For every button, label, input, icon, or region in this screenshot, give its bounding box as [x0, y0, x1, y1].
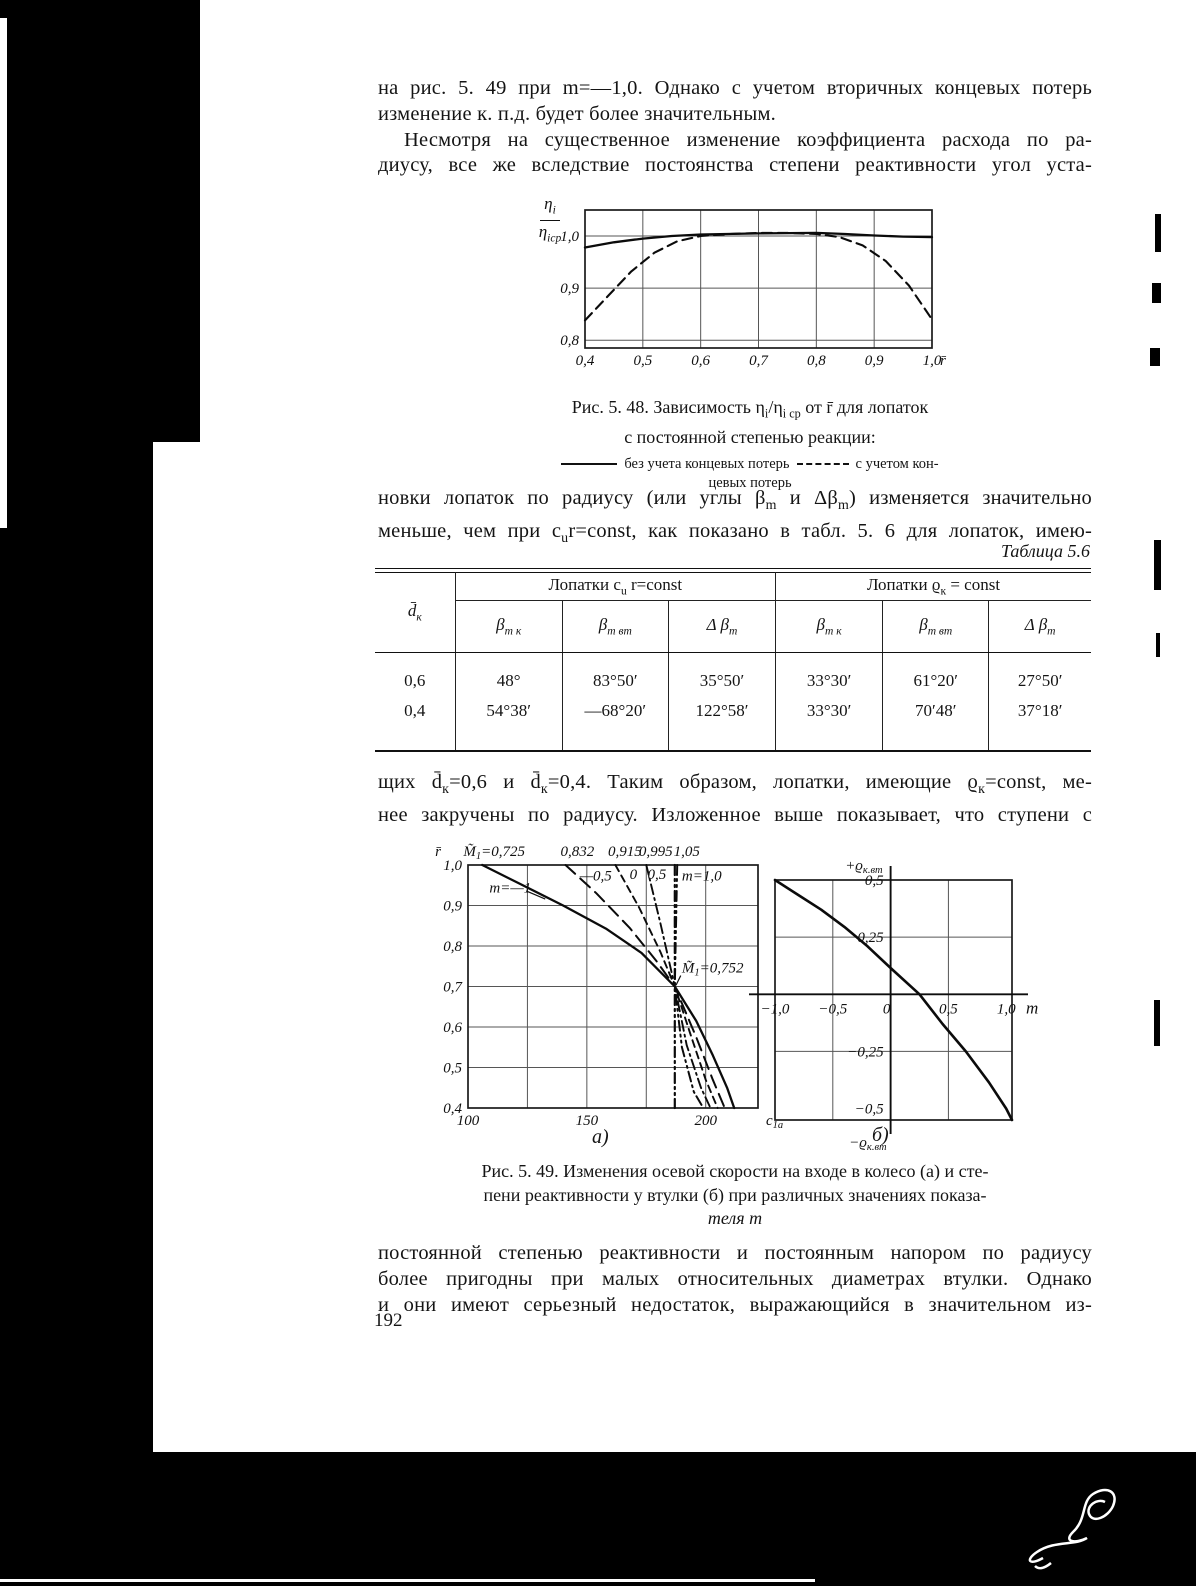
text-line: постоянной степенью реактивности и постоянным напором по радиусу: [378, 1242, 1092, 1264]
svg-text:100: 100: [456, 1113, 480, 1129]
fig549a-chart: [420, 838, 784, 1138]
table-filler-cell: [455, 724, 562, 751]
svg-text:−1,0: −1,0: [760, 1001, 790, 1018]
table-cell: 0,6: [375, 652, 455, 694]
svg-text:0,5: 0,5: [864, 873, 884, 889]
table-filler-cell: [375, 724, 455, 751]
svg-text:−ϱк.вт: $-ϱ_{к.вт}$: [849, 1135, 887, 1153]
svg-text:0,5: 0,5: [647, 867, 667, 884]
scan-mark-right-3: [1150, 348, 1160, 366]
svg-text:1,05: 1,05: [673, 844, 700, 860]
svg-text:r̄: r̄: [940, 353, 946, 369]
table-cell: 0,4: [375, 694, 455, 724]
svg-text:m=—1: m=—1: [489, 880, 532, 897]
fig548-chart: [555, 200, 950, 380]
table-cell: 83°50′: [562, 652, 668, 694]
table-group-header-cur: Лопатки $c_u$ r=const: [455, 572, 775, 600]
fig549b-chart: [745, 845, 1055, 1155]
text-line: изменение к. п.д. будет более значительным.: [378, 102, 776, 125]
svg-text:—0,5: —0,5: [579, 868, 612, 885]
table-cell: —68°20′: [562, 694, 668, 724]
legend-solid-line-sample: [561, 463, 617, 465]
table-cell: 61°20′: [883, 652, 989, 694]
svg-text:0,5: 0,5: [443, 1060, 462, 1077]
svg-text:M̃1=0,752: $M̃_1=0,752$: [681, 960, 744, 979]
table-cell: 35°50′: [668, 652, 775, 694]
table-filler-cell: [562, 724, 668, 751]
svg-text:−0,5: −0,5: [818, 1001, 848, 1018]
svg-text:m=1,0: m=1,0: [681, 868, 722, 885]
svg-text:0,995: 0,995: [638, 844, 673, 860]
svg-text:+ϱк.вт: $+ϱ_{к.вт}$: [845, 858, 883, 876]
legend-dashed-label: с учетом кон-: [855, 455, 939, 472]
svg-text:0: 0: [882, 1001, 891, 1018]
svg-text:0,8: 0,8: [443, 939, 462, 955]
table-subheader: $\beta_{m вт}$: [562, 600, 668, 652]
svg-text:200: 200: [694, 1113, 717, 1129]
legend-dashed-line-sample: [797, 463, 849, 465]
scan-mark-right-6: [1154, 1000, 1160, 1046]
text-line: нее закручены по радиусу. Изложенное выше показывает, что ступени с: [378, 803, 1092, 826]
table-filler-cell: [989, 724, 1091, 751]
svg-text:0,7: 0,7: [443, 979, 462, 996]
table-subheader: $\beta_{m вт}$: [883, 600, 989, 652]
legend-solid-label: без учета концевых потерь: [624, 455, 790, 472]
scan-mark-right-4: [1154, 540, 1161, 590]
table-cell: 37°18′: [1017, 701, 1063, 720]
table-cell: 33°30′: [776, 694, 883, 724]
fig549b-sublabel: б): [872, 1124, 889, 1146]
table-filler-cell: [668, 724, 775, 751]
scan-black-left-column: [0, 430, 153, 1460]
fig548-legend-continuation: цевых потерь: [708, 474, 792, 491]
svg-text:r̄: r̄: [435, 844, 441, 860]
fig549-caption: [455, 1160, 1015, 1231]
table-header-dk: $d̄_к$: [375, 572, 455, 652]
table-group-header-rho: Лопатки $ϱ_к$ = const: [776, 572, 1091, 600]
fig549-caption-line: теля m: [707, 1208, 763, 1228]
svg-text:0,5: 0,5: [633, 353, 653, 369]
text-line: новки лопаток по радиусу (или углы $\beta_m$ и $\Delta\beta_m$) изменяется значительно: [378, 487, 1093, 514]
svg-text:0: 0: [629, 867, 638, 884]
fig548-ylabel-denominator: $\eta_{iср}$: [538, 222, 562, 245]
svg-text:0,832: 0,832: [560, 844, 595, 860]
fig549-caption-line: пени реактивности у втулки (б) при различных значениях показа-: [483, 1184, 987, 1205]
paragraph-bottom: [378, 1241, 1092, 1318]
svg-text:0,6: 0,6: [443, 1020, 462, 1036]
table-cell: 48°: [455, 652, 562, 694]
scan-scribble: [1015, 1462, 1165, 1577]
table-cell: 54°38′: [455, 694, 562, 724]
table-cell: 122°58′: [668, 694, 775, 724]
svg-text:M̃1=0,725: $M̃_1=0,725$: [463, 844, 525, 862]
fig548-caption-line: Рис. 5. 48. Зависимость $\eta_i/\eta_{i ср}$ от r̄ для лопаток: [571, 397, 929, 421]
fig549a-sublabel: а): [592, 1126, 609, 1148]
table-cell: 33°30′: [776, 652, 883, 694]
scan-white-sliver: [0, 18, 7, 528]
table-cell: 27°50′: [1017, 671, 1063, 690]
fig549-caption-line: Рис. 5. 49. Изменения осевой скорости на входе в колесо (а) и сте-: [481, 1161, 989, 1181]
text-line: и они имеют серьезный недостаток, выражающийся в значительном из-: [378, 1293, 1092, 1316]
svg-text:0,25: 0,25: [857, 930, 884, 947]
paragraph-top: [378, 76, 1092, 179]
table-subheader: $\beta_{m к}$: [776, 600, 883, 652]
svg-text:0,4: 0,4: [443, 1101, 462, 1117]
text-line: диусу, все же вследствие постоянства степени реактивности угол уста-: [378, 154, 1092, 177]
text-line: щих $d̄_к=0,6$ и $d̄_к=0,4$. Таким образом, лопатки, имеющие $ϱ_к=const$, ме-: [378, 771, 1093, 798]
svg-text:0,7: 0,7: [749, 353, 768, 369]
svg-text:1,0: 1,0: [443, 858, 462, 874]
svg-text:150: 150: [575, 1113, 599, 1129]
svg-text:0,915: 0,915: [608, 844, 642, 860]
table-subheader: $\beta_{m к}$: [455, 600, 562, 652]
table-5-6: [375, 568, 1091, 752]
scan-white-bottom-line: [0, 1579, 815, 1582]
table-filler-cell: [776, 724, 883, 751]
svg-text:1,0: 1,0: [922, 353, 942, 369]
fig548-ylabel-numerator: $\eta_i$: [540, 193, 560, 221]
svg-text:−0,5: −0,5: [854, 1101, 884, 1118]
text-line: меньше, чем при $c_ur=const$, как показано в табл. 5. 6 для лопаток, имею-: [378, 519, 1092, 546]
fig548-caption-line: с постоянной степенью реакции:: [624, 427, 876, 448]
paragraph-mid2: [378, 770, 1092, 829]
svg-text:0,9: 0,9: [443, 898, 462, 915]
svg-text:0,6: 0,6: [691, 353, 711, 369]
table-subheader: Δ $\beta_m$: [989, 600, 1091, 652]
page-number: 192: [374, 1310, 403, 1331]
text-line: Несмотря на существенное изменение коэффициента расхода по ра-: [404, 128, 1092, 151]
svg-text:1,0: 1,0: [996, 1001, 1016, 1018]
table-subheader: Δ $\beta_m$: [668, 600, 775, 652]
svg-text:1,0: 1,0: [560, 229, 579, 246]
text-line: на рис. 5. 49 при m=—1,0. Однако с учетом вторичных концевых потерь: [378, 77, 1092, 99]
svg-text:m: m: [1026, 998, 1039, 1018]
scan-mark-right-5: [1156, 633, 1160, 657]
svg-text:0,9: 0,9: [864, 353, 884, 369]
text-line: более пригодны при малых относительных диаметрах втулки. Однако: [378, 1267, 1092, 1290]
svg-text:0,5: 0,5: [939, 1001, 958, 1018]
table-title: Таблица 5.6: [1000, 541, 1090, 561]
scan-mark-right-2: [1152, 283, 1161, 303]
scan-mark-right-1: [1155, 214, 1161, 252]
svg-text:0,4: 0,4: [575, 353, 595, 369]
svg-text:c1a: $c_{1a}$: [766, 1113, 784, 1131]
fig548-legend: [490, 455, 1010, 474]
fig548-caption: [490, 396, 1010, 492]
table-cell: 70′48′: [883, 694, 989, 724]
svg-text:0,8: 0,8: [560, 333, 579, 350]
svg-text:0,9: 0,9: [560, 281, 579, 298]
svg-text:0,8: 0,8: [806, 353, 826, 369]
scan-black-left-top: [0, 0, 200, 442]
svg-text:−0,25: −0,25: [847, 1044, 884, 1061]
table-filler-cell: [883, 724, 989, 751]
